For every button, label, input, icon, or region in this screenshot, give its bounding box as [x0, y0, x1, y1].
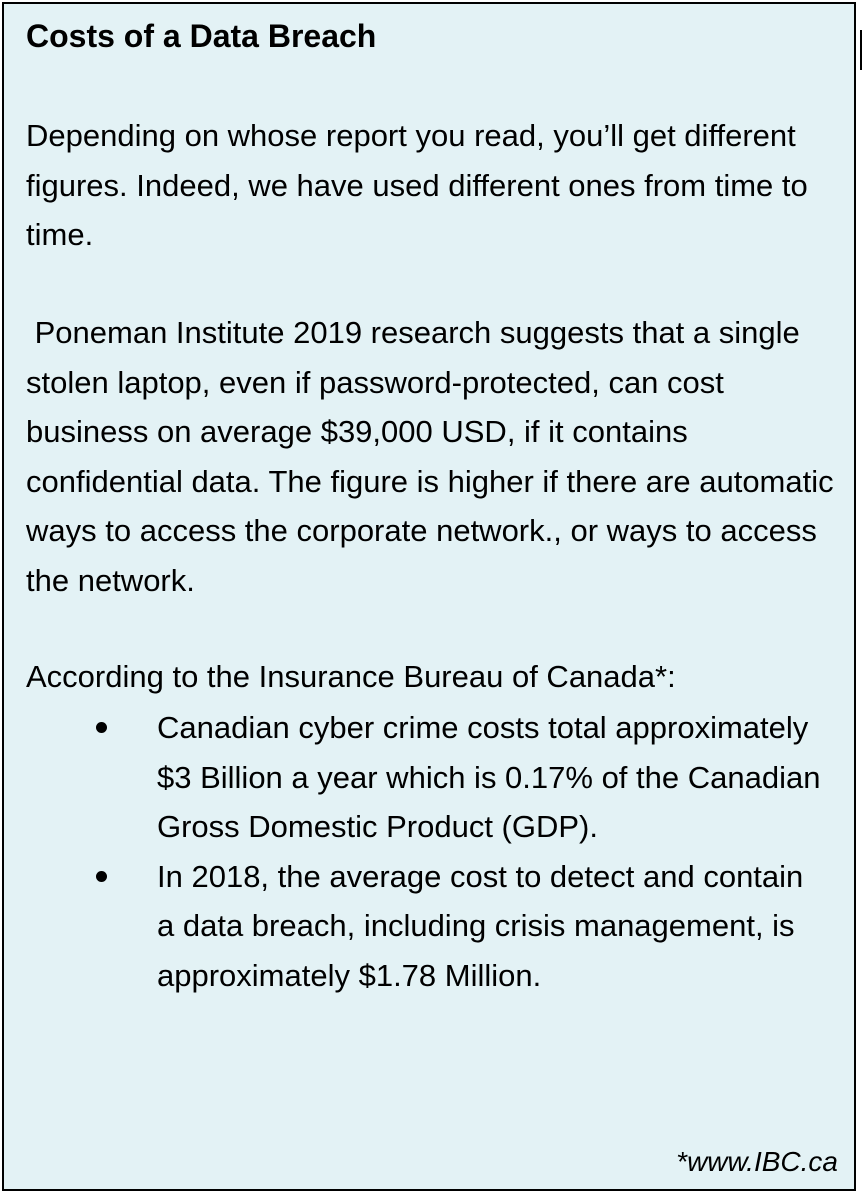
- bullet-icon: [96, 871, 107, 882]
- poneman-paragraph: Poneman Institute 2019 research suggests that a single stolen laptop, even if password-protected, can cost business on average $39,000 USD, if it contains confidential data. The figure is higher if there are automatic ways to access the corporate network., or ways to access the network.: [26, 315, 834, 598]
- edge-divider: [860, 30, 862, 70]
- intro-paragraph: Depending on whose report you read, you’ll get different figures. Indeed, we have used different ones from time to time.: [26, 118, 808, 252]
- ibc-intro-paragraph: According to the Insurance Bureau of Canada*:: [26, 659, 676, 694]
- bullet-icon: [96, 722, 107, 733]
- source-footnote: *www.IBC.ca: [676, 1146, 838, 1177]
- bullet-text: In 2018, the average cost to detect and contain a data breach, including crisis management, is approximately $1.78 Million.: [157, 858, 804, 993]
- box-title: Costs of a Data Breach: [26, 18, 377, 54]
- list-item: [4, 852, 854, 1001]
- info-box: [2, 2, 856, 1191]
- bullet-text: Canadian cyber crime costs total approximately $3 Billion a year which is 0.17% of the Canadian Gross Domestic Product (GDP).: [157, 710, 821, 844]
- list-item: [4, 703, 854, 852]
- ibc-bullet-list: [4, 703, 854, 1000]
